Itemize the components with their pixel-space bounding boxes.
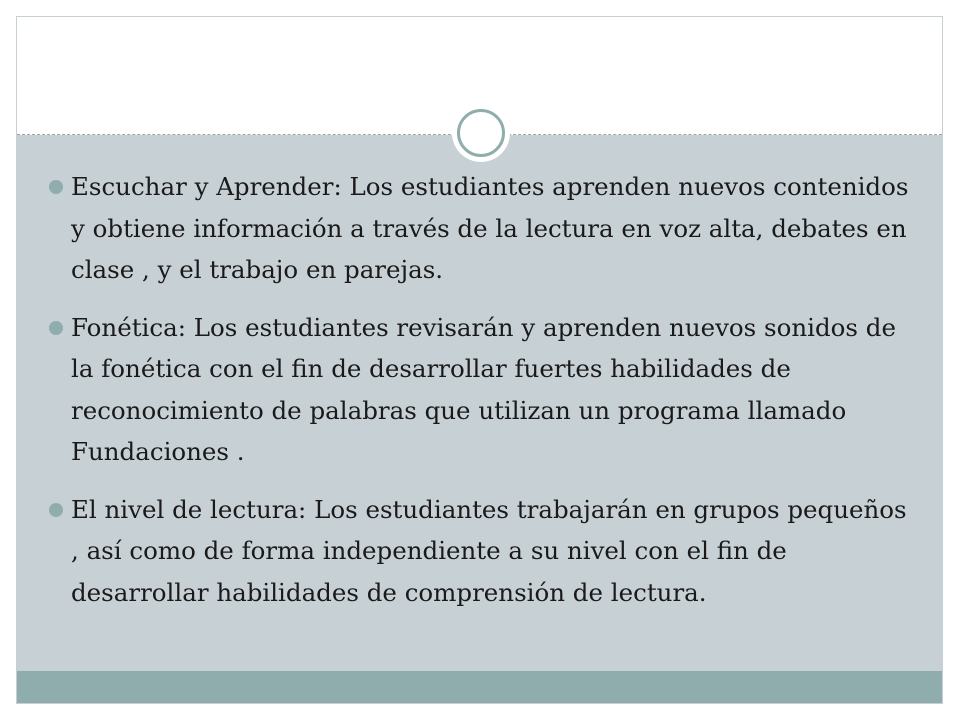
bullet-text: Escuchar y Aprender: Los estudiantes aprenden nuevos contenidos y obtiene información a través de la lectura en voz alta, debates en clase , y el trabajo en parejas.: [71, 172, 909, 284]
bullet-text: Fonética: Los estudiantes revisarán y aprenden nuevos sonidos de la fonética con el fin de desarrollar fuertes habilidades de reconocimiento de palabras que utilizan un programa llamado Fundaciones .: [71, 312, 896, 466]
bullet-item: [46, 307, 916, 473]
circle-ornament-icon: [457, 109, 505, 157]
bullet-item: [46, 489, 916, 614]
bullet-item: [46, 166, 916, 291]
bullet-dot-icon: [49, 503, 63, 517]
bullet-dot-icon: [49, 180, 63, 194]
footer-bar: [17, 671, 942, 703]
bullet-text: El nivel de lectura: Los estudiantes trabajarán en grupos pequeños , así como de forma independiente a su nivel con el fin de desarrollar habilidades de comprensión de lectura.: [71, 494, 907, 607]
bullet-list: [46, 166, 916, 629]
bullet-dot-icon: [49, 321, 63, 335]
